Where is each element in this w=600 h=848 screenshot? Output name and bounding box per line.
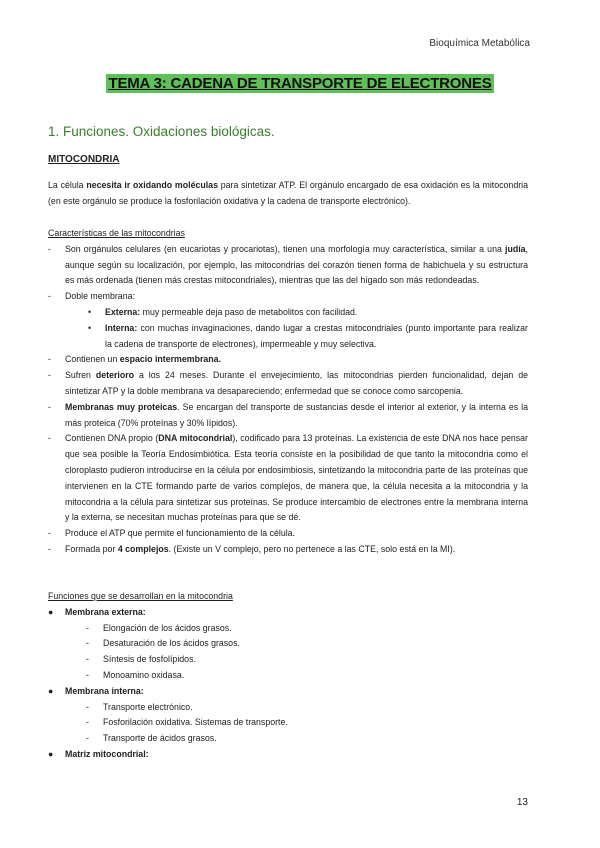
list-subitem: - Elongación de los ácidos grasos. — [86, 622, 232, 633]
list-item: - Sufren deterioro a los 24 meses. Durante el envejecimiento, las mitocondrias pierden funcionalidad, dejan de sintetizar ATP y la doble membrana va desapareciendo; enfermedad que se conoce como sarcopenia. — [48, 370, 528, 396]
subsection-heading: MITOCONDRIA — [48, 154, 120, 165]
list-item: - Membranas muy proteicas. Se encargan del transporte de sustancias desde el interior al exterior, y la interna es la más proteica (70% proteínas y 30% lípidos). — [48, 401, 529, 428]
list-subitem: - Síntesis de fosfolípidos. — [86, 654, 196, 665]
list-item: - Son orgánulos celulares (en eucariotas y procariotas), tienen una morfología muy característica, similar a una judía, aunque según su localización, por ejemplo, las mitocondrias del corazón tienen forma de habichuela y su estructura es más ordenada (tienen más crestas mitocondriales), mientras que las del hígado son más redondeadas. — [48, 243, 528, 286]
list-subitem: - Fosforilación oxidativa. Sistemas de transporte. — [86, 717, 288, 728]
list-subitem: - Transporte de ácidos grasos. — [86, 733, 217, 744]
functions-heading: Funciones que se desarrollan en la mitocondria — [48, 591, 233, 601]
list-subitem: • Externa: muy permeable deja paso de metabolitos con facilidad. — [88, 306, 358, 317]
list-item: - Formada por 4 complejos. (Existe un V complejo, pero no pertenece a las CTE, solo está en la MI). — [48, 543, 456, 554]
list-item: - Produce el ATP que permite el funcionamiento de la célula. — [48, 528, 295, 539]
characteristics-section — [48, 226, 528, 558]
functions-group-internal: ● Membrana interna: — [48, 685, 144, 696]
functions-group-matrix: ● Matriz mitocondrial: — [48, 748, 149, 759]
functions-group-external: ● Membrana externa: — [48, 606, 146, 617]
intro-paragraph: La célula necesita ir oxidando moléculas para sintetizar ATP. El orgánulo encargado de esa oxidación es la mitocondria (en este orgánulo se produce la fosforilación oxidativa y la cadena de transporte electrónico). — [48, 180, 528, 206]
list-subitem: - Desaturación de los ácidos grasos. — [86, 638, 240, 649]
list-subitem: - Monoamino oxidasa. — [86, 669, 185, 680]
functions-section — [48, 589, 528, 763]
list-item: - Contienen un espacio intermembrana. — [48, 354, 221, 365]
page-number: 13 — [516, 797, 528, 808]
list-item: - Doble membrana: — [48, 291, 135, 302]
characteristics-heading: Características de las mitocondrias — [48, 228, 185, 238]
list-subitem: - Transporte electrónico. — [86, 701, 193, 712]
running-header: Bioquímica Metabólica — [429, 38, 530, 49]
list-item: - Contienen DNA propio (DNA mitocondrial), codificado para 13 proteínas. La existencia de este DNA nos hace pensar que sea posible la Teoría Endosimbiótica. Esta teoría consiste en la posibilidad de que tanto la mitocondria como el cloroplasto pudieron introducirse en la célula por endosimbiosis, sintetizando la mitocondria parte de las proteínas que intervienen en la CTE formando parte de varios complejos, de manera que, la célula necesita a la mitocondria y la mitocondria a la célula para sintetizar sus proteínas. Se produce intercambio de electrones entre la membrana interna y la externa, se necesitan muchas proteínas para que se dé. — [48, 433, 528, 523]
list-subitem: • Interna: con muchas invaginaciones, dando lugar a crestas mitocondriales (punto importante para realizar la cadena de transporte de electrones), impermeable y muy selectiva. — [88, 322, 528, 349]
section-heading: 1. Funciones. Oxidaciones biológicas. — [48, 124, 275, 139]
chapter-title: TEMA 3: CADENA DE TRANSPORTE DE ELECTRONES — [108, 75, 492, 92]
